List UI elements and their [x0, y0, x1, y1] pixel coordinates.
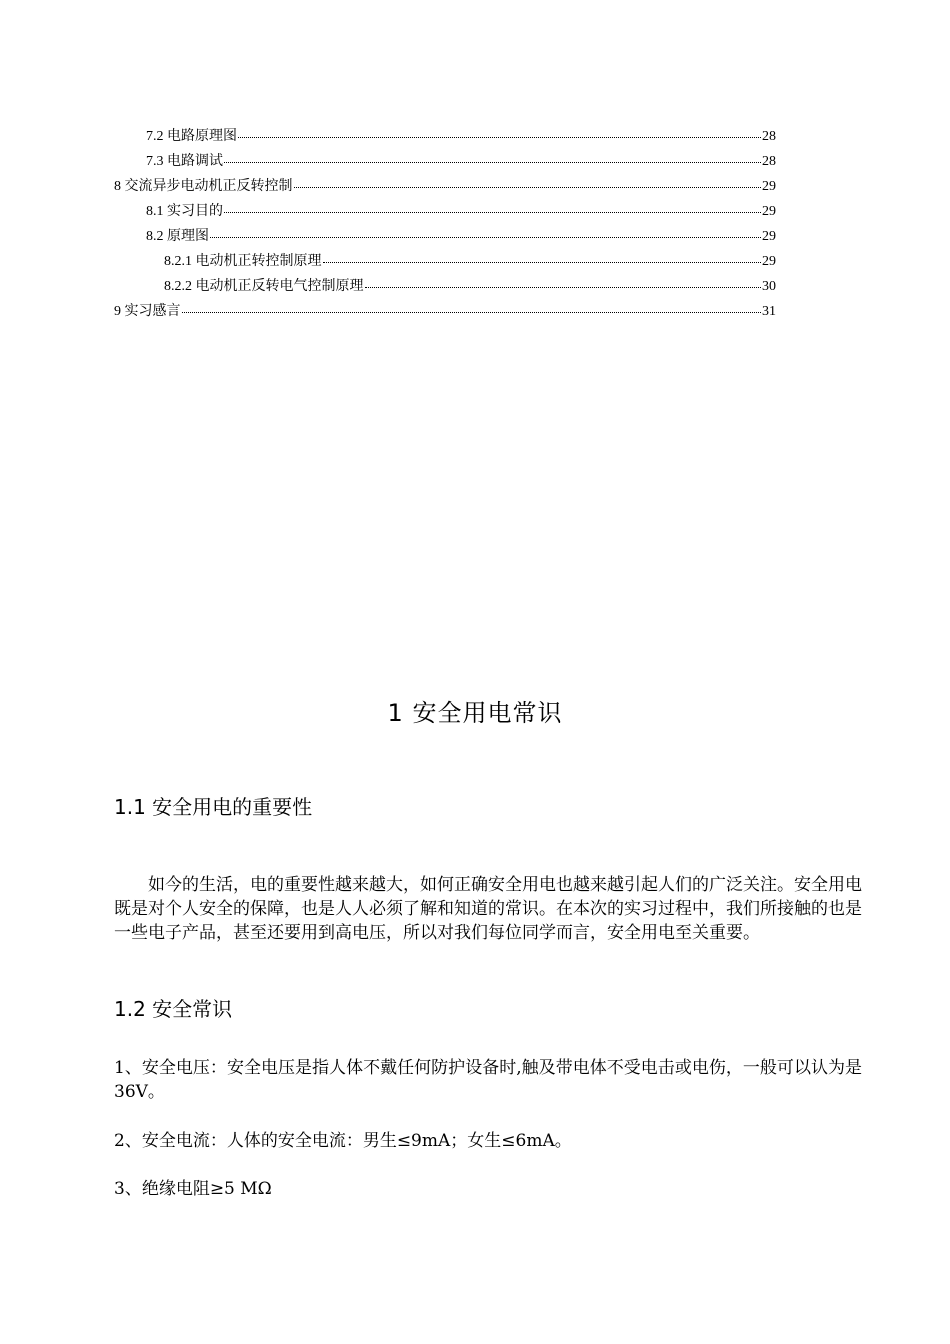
toc-entry[interactable]	[114, 224, 776, 249]
safety-item-voltage: 1、安全电压：安全电压是指人体不戴任何防护设备时,触及带电体不受电击或电伤，一般可以认为是 36V。	[114, 1058, 862, 1102]
toc-leader-dots	[210, 236, 761, 238]
toc-entry-page: 30	[762, 279, 776, 294]
toc-entry-title: 8.2.1 电动机正转控制原理	[164, 254, 322, 269]
toc-entry-title: 9 实习感言	[114, 304, 181, 319]
toc-entry-page: 28	[762, 129, 776, 144]
toc-entry-page: 29	[762, 254, 776, 269]
toc-entry-page: 29	[762, 204, 776, 219]
chapter-title: 1 安全用电常识	[387, 699, 563, 727]
toc-entry[interactable]	[114, 174, 776, 199]
toc-entry[interactable]	[114, 249, 776, 274]
toc-entry-title: 8.2.2 电动机正反转电气控制原理	[164, 279, 364, 294]
section-title-1-2: 1.2 安全常识	[114, 997, 233, 1021]
toc-entry-page: 28	[762, 154, 776, 169]
toc-leader-dots	[182, 311, 762, 313]
toc-entry-title: 8.1 实习目的	[146, 204, 223, 219]
toc-leader-dots	[238, 136, 761, 138]
toc-entry-title: 7.2 电路原理图	[146, 129, 237, 144]
section-paragraph: 如今的生活，电的重要性越来越大，如何正确安全用电也越来越引起人们的广泛关注。安全用电既是对个人安全的保障，也是人人必须了解和知道的常识。在本次的实习过程中，我们所接触的也是一些电子产品，甚至还要用到高电压，所以对我们每位同学而言，安全用电至关重要。	[114, 875, 862, 943]
toc-entry-title: 8.2 原理图	[146, 229, 209, 244]
toc-entry-page: 31	[762, 304, 776, 319]
safety-item-insulation: 3、绝缘电阻≥5 MΩ	[114, 1179, 272, 1199]
toc-entry[interactable]	[114, 124, 776, 149]
toc-entry[interactable]	[114, 199, 776, 224]
toc-entry-title: 8 交流异步电动机正反转控制	[114, 179, 293, 194]
toc-entry[interactable]	[114, 149, 776, 174]
section-title-1-1: 1.1 安全用电的重要性	[114, 795, 313, 819]
toc-entry-page: 29	[762, 179, 776, 194]
toc-entry-page: 29	[762, 229, 776, 244]
toc-leader-dots	[365, 286, 762, 288]
safety-item-current: 2、安全电流：人体的安全电流：男生≤9mA；女生≤6mA。	[114, 1131, 572, 1151]
table-of-contents	[114, 124, 776, 324]
toc-leader-dots	[224, 161, 761, 163]
toc-leader-dots	[294, 186, 762, 188]
toc-leader-dots	[323, 261, 762, 263]
toc-entry[interactable]	[114, 299, 776, 324]
toc-entry[interactable]	[114, 274, 776, 299]
toc-leader-dots	[224, 211, 761, 213]
toc-entry-title: 7.3 电路调试	[146, 154, 223, 169]
